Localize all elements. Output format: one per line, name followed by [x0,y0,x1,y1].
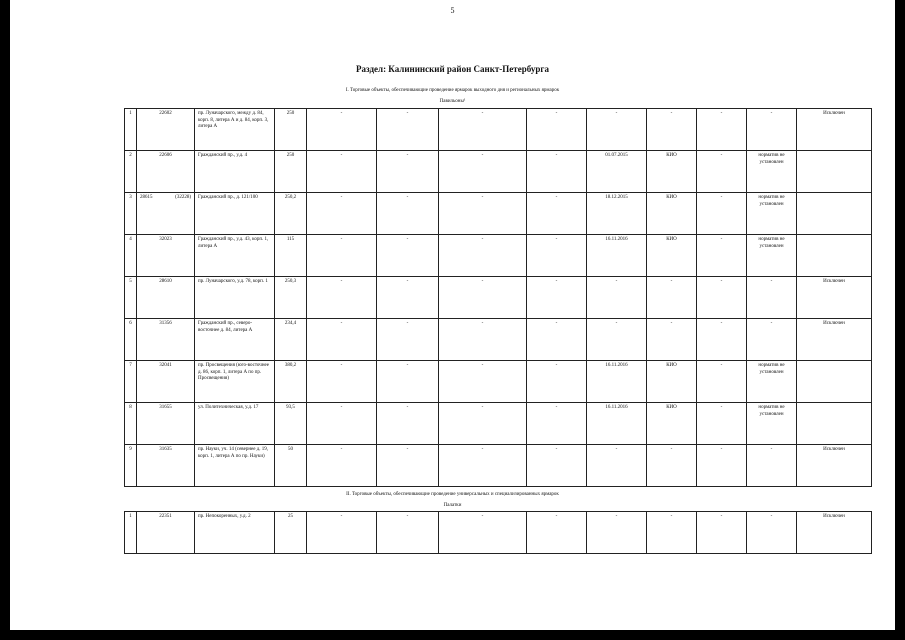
cell-status [797,151,872,193]
cell-cell-dash: - [377,319,439,361]
cell-status [797,403,872,445]
cell-object-id [137,361,195,403]
cell-object-id [137,193,195,235]
cell-owner: КИО [647,193,697,235]
cell-object-id [137,319,195,361]
cell-owner: КИО [647,151,697,193]
cell-date: 18.12.2015 [587,193,647,235]
cell-cell-dash: - [307,319,377,361]
cell-row-number: 1 [125,109,137,151]
object-id-alt: (32228) [175,195,191,200]
cell-cell-dash: - [377,403,439,445]
cell-row-number: 3 [125,193,137,235]
object-id-value: 22602 [159,111,172,116]
cell-norm: норматив не установлен [747,235,797,277]
cell-cell-dash: - [527,277,587,319]
cell-cell-dash: - [697,193,747,235]
table-pavilions [124,108,872,487]
cell-date: 16.11.2016 [587,235,647,277]
cell-object-id [137,403,195,445]
cell-owner: КИО [647,235,697,277]
cell-row-number: 7 [125,361,137,403]
cell-area: 50 [275,445,307,487]
cell-owner: - [647,109,697,151]
table-row [125,319,872,361]
table-row [125,361,872,403]
table-row [125,445,872,487]
cell-norm: норматив не установлен [747,151,797,193]
cell-status: Исключен [797,445,872,487]
cell-cell-dash: - [377,445,439,487]
table-tents [124,511,872,554]
section1-subtitle: I. Торговые объекты, обеспечивающие проведение ярмарок выходного дня и региональных ярмарок [345,88,560,93]
cell-date: 16.11.2016 [587,403,647,445]
cell-cell-dash: - [307,512,377,554]
cell-address: Гражданский пр., д. 121/100 [195,193,275,235]
section1-caption: Павильоны¹ [439,99,466,104]
object-id-value: 28610 [159,279,172,284]
table-row [125,193,872,235]
object-id-value: 22351 [159,514,172,519]
cell-cell-dash: - [307,193,377,235]
table-row [125,151,872,193]
cell-cell-dash: - [697,151,747,193]
table-row [125,109,872,151]
cell-row-number: 1 [125,512,137,554]
cell-cell-dash: - [527,403,587,445]
cell-address: пр. Непокоренных, у.д. 2 [195,512,275,554]
cell-status: Исключен [797,277,872,319]
cell-norm: - [747,512,797,554]
cell-cell-dash: - [697,512,747,554]
cell-date: 01.07.2015 [587,151,647,193]
cell-address: пр. Луначарского, у.д. 78, корп. 1 [195,277,275,319]
cell-cell-dash: - [439,512,527,554]
table-row [125,512,872,554]
cell-cell-dash: - [439,403,527,445]
cell-cell-dash: - [377,361,439,403]
section2-subtitle: II. Торговые объекты, обеспечивающие проведение универсальных и специализированных ярмарок [346,492,559,497]
cell-row-number: 6 [125,319,137,361]
cell-cell-dash: - [697,235,747,277]
cell-norm: - [747,277,797,319]
section2-caption: Палатки [443,503,462,508]
object-id-value: 31356 [159,321,172,326]
cell-date: - [587,109,647,151]
cell-object-id [137,512,195,554]
table-row [125,235,872,277]
cell-cell-dash: - [527,512,587,554]
cell-status [797,235,872,277]
cell-status: Исключен [797,319,872,361]
cell-area: 380,2 [275,361,307,403]
cell-row-number: 4 [125,235,137,277]
cell-cell-dash: - [377,109,439,151]
cell-cell-dash: - [697,403,747,445]
object-id-value: 28615 [140,195,153,200]
cell-cell-dash: - [377,151,439,193]
cell-cell-dash: - [439,235,527,277]
cell-address: Гражданский пр., северо-восточнее д. 84, литера А [195,319,275,361]
cell-area: 250 [275,109,307,151]
cell-cell-dash: - [439,445,527,487]
cell-area: 250,2 [275,193,307,235]
cell-cell-dash: - [527,193,587,235]
table-row [125,277,872,319]
cell-cell-dash: - [527,151,587,193]
cell-cell-dash: - [697,109,747,151]
object-id-value: 31635 [159,447,172,452]
cell-cell-dash: - [307,403,377,445]
cell-cell-dash: - [439,361,527,403]
cell-owner: КИО [647,361,697,403]
section-title: Раздел: Калининский район Санкт-Петербурга [356,64,549,74]
cell-area: 234,4 [275,319,307,361]
cell-area: 250 [275,151,307,193]
cell-owner: - [647,319,697,361]
cell-norm: - [747,109,797,151]
cell-area: 115 [275,235,307,277]
cell-address: пр. Просвещения (юго-восточнее д. 86, корп. 1, литера А по пр. Просвещения) [195,361,275,403]
cell-object-id [137,445,195,487]
page-number: 5 [450,6,455,15]
cell-address: пр. Луначарского, между д. 84, корп. 8, литера А и д. 84, корп. 3, литера А [195,109,275,151]
cell-cell-dash: - [439,319,527,361]
object-id-value: 32041 [159,363,172,368]
cell-object-id [137,277,195,319]
cell-owner: - [647,512,697,554]
cell-address: пр. Науки, уч. 14 (севернее д. 19, корп. 1, литера А по пр. Науки) [195,445,275,487]
cell-object-id [137,109,195,151]
cell-cell-dash: - [439,193,527,235]
cell-cell-dash: - [439,277,527,319]
cell-owner: - [647,445,697,487]
object-id-value: 32023 [159,237,172,242]
document-page [10,0,895,630]
cell-date: - [587,319,647,361]
cell-cell-dash: - [439,151,527,193]
cell-cell-dash: - [307,277,377,319]
cell-area: 25 [275,512,307,554]
cell-status: Исключен [797,512,872,554]
cell-cell-dash: - [377,193,439,235]
cell-cell-dash: - [377,512,439,554]
cell-owner: КИО [647,403,697,445]
cell-cell-dash: - [307,235,377,277]
object-id-value: 22606 [159,153,172,158]
cell-owner: - [647,277,697,319]
cell-address: ул. Политехническая, у.д. 17 [195,403,275,445]
cell-row-number: 9 [125,445,137,487]
cell-cell-dash: - [527,361,587,403]
cell-norm: - [747,319,797,361]
cell-cell-dash: - [527,235,587,277]
cell-status: Исключен [797,109,872,151]
cell-cell-dash: - [527,319,587,361]
cell-address: Гражданский пр., у.д. 43, корп. 1, литера А [195,235,275,277]
cell-address: Гражданский пр., у.д. 4 [195,151,275,193]
cell-status [797,193,872,235]
cell-norm: норматив не установлен [747,403,797,445]
cell-cell-dash: - [697,319,747,361]
cell-cell-dash: - [307,445,377,487]
cell-date: 16.11.2016 [587,361,647,403]
cell-area: 250,3 [275,277,307,319]
cell-norm: - [747,445,797,487]
cell-object-id [137,235,195,277]
cell-cell-dash: - [377,277,439,319]
cell-norm: норматив не установлен [747,193,797,235]
cell-cell-dash: - [377,235,439,277]
cell-norm: норматив не установлен [747,361,797,403]
cell-date: - [587,445,647,487]
cell-row-number: 5 [125,277,137,319]
cell-row-number: 8 [125,403,137,445]
cell-cell-dash: - [307,109,377,151]
cell-date: - [587,277,647,319]
cell-date: - [587,512,647,554]
cell-cell-dash: - [697,361,747,403]
cell-cell-dash: - [527,445,587,487]
cell-status [797,361,872,403]
cell-area: 93,5 [275,403,307,445]
cell-cell-dash: - [697,445,747,487]
cell-cell-dash: - [697,277,747,319]
cell-cell-dash: - [439,109,527,151]
cell-cell-dash: - [307,151,377,193]
cell-cell-dash: - [307,361,377,403]
cell-row-number: 2 [125,151,137,193]
object-id-value: 31655 [159,405,172,410]
table-row [125,403,872,445]
cell-object-id [137,151,195,193]
cell-cell-dash: - [527,109,587,151]
